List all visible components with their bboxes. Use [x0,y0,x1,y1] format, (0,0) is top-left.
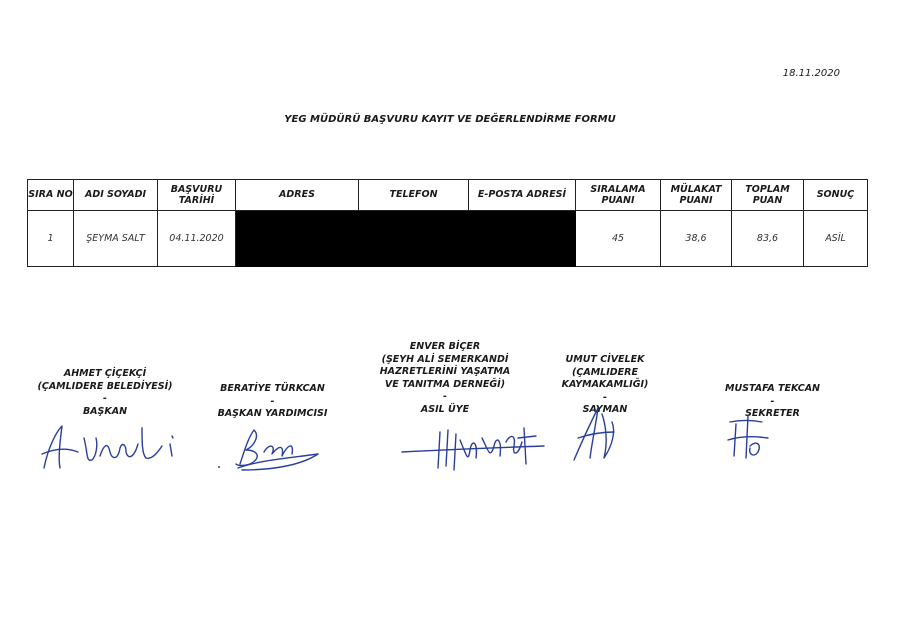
cell-address-redacted [236,211,359,267]
signatory-baskan-yardimcisi [200,383,345,421]
header-siralama-puani: SIRALAMA PUANI [576,180,661,211]
header-toplam-puan: TOPLAM PUAN [732,180,804,211]
signatory-role: SAYMAN [582,404,628,416]
signatory-role: ASIL ÜYE [420,403,470,415]
signature-mark-baskan [38,418,183,473]
signatory-name: BERATİYE TÜRKCAN [220,383,325,394]
signatory-dash: - [443,391,447,403]
signatory-dash: - [603,391,607,403]
cell-no: 1 [28,211,74,267]
cell-total-score: 83,6 [732,211,804,267]
signatory-org: (ÇAMLIDERE BELEDİYESİ) [37,380,173,392]
signature-mark-baskan-yardimcisi [230,424,325,472]
signatory-dash: - [103,393,107,405]
signatory-asil-uye [350,341,540,416]
signatory-baskan [20,368,190,418]
cell-result: ASİL [804,211,868,267]
signatory-role: BAŞKAN YARDIMCISI [217,408,328,420]
document-date: 18.11.2020 [782,68,840,79]
header-e-posta: E-POSTA ADRESİ [469,180,576,211]
signature-mark-sekreter [724,410,772,460]
header-telefon: TELEFON [359,180,469,211]
cell-email-redacted [469,211,576,267]
cell-phone-redacted [359,211,469,267]
signatory-name: AHMET ÇİÇEKÇİ [63,368,147,379]
signature-mark-sayman [568,402,624,464]
header-mulakat-puani: MÜLAKAT PUANI [661,180,732,211]
signatory-dash: - [770,395,775,407]
table-row [28,211,868,267]
signatory-name: UMUT CİVELEK [565,354,645,365]
application-table [27,179,868,267]
cell-date: 04.11.2020 [158,211,236,267]
cell-name: ŞEYMA SALT [74,211,158,267]
header-adi-soyadi: ADI SOYADI [74,180,158,211]
signatory-org-line-3: VE TANITMA DERNEĞİ) [384,378,506,390]
header-sonuc: SONUÇ [804,180,868,211]
document-title: YEG MÜDÜRÜ BAŞVURU KAYIT VE DEĞERLENDİRME FORMU [284,114,616,125]
signatory-org-line-1: (ŞEYH ALİ SEMERKANDİ [381,353,509,365]
signatory-org-line-2: HAZRETLERİNİ YAŞATMA [379,366,511,378]
cell-interview-score: 38,6 [661,211,732,267]
stray-dot [218,466,220,468]
cell-ranking-score: 45 [576,211,661,267]
signatory-sekreter [700,383,845,421]
signatory-dash: - [270,395,275,407]
table-header-row [28,180,868,211]
header-adres: ADRES [236,180,359,211]
header-sira-no: SIRA NO [28,180,74,211]
signatory-name: ENVER BİÇER [409,341,481,352]
signatory-role: SEKRETER [745,408,800,420]
signatory-name: MUSTAFA TEKCAN [724,383,821,394]
signatory-role: BAŞKAN [82,405,128,417]
signatory-org-line-2: KAYMAKAMLIĞI) [561,379,649,391]
header-basvuru-tarihi: BAŞVURU TARİHİ [158,180,236,211]
signatory-org-line-1: (ÇAMLIDERE [572,366,638,378]
signature-mark-asil-uye [398,420,550,475]
